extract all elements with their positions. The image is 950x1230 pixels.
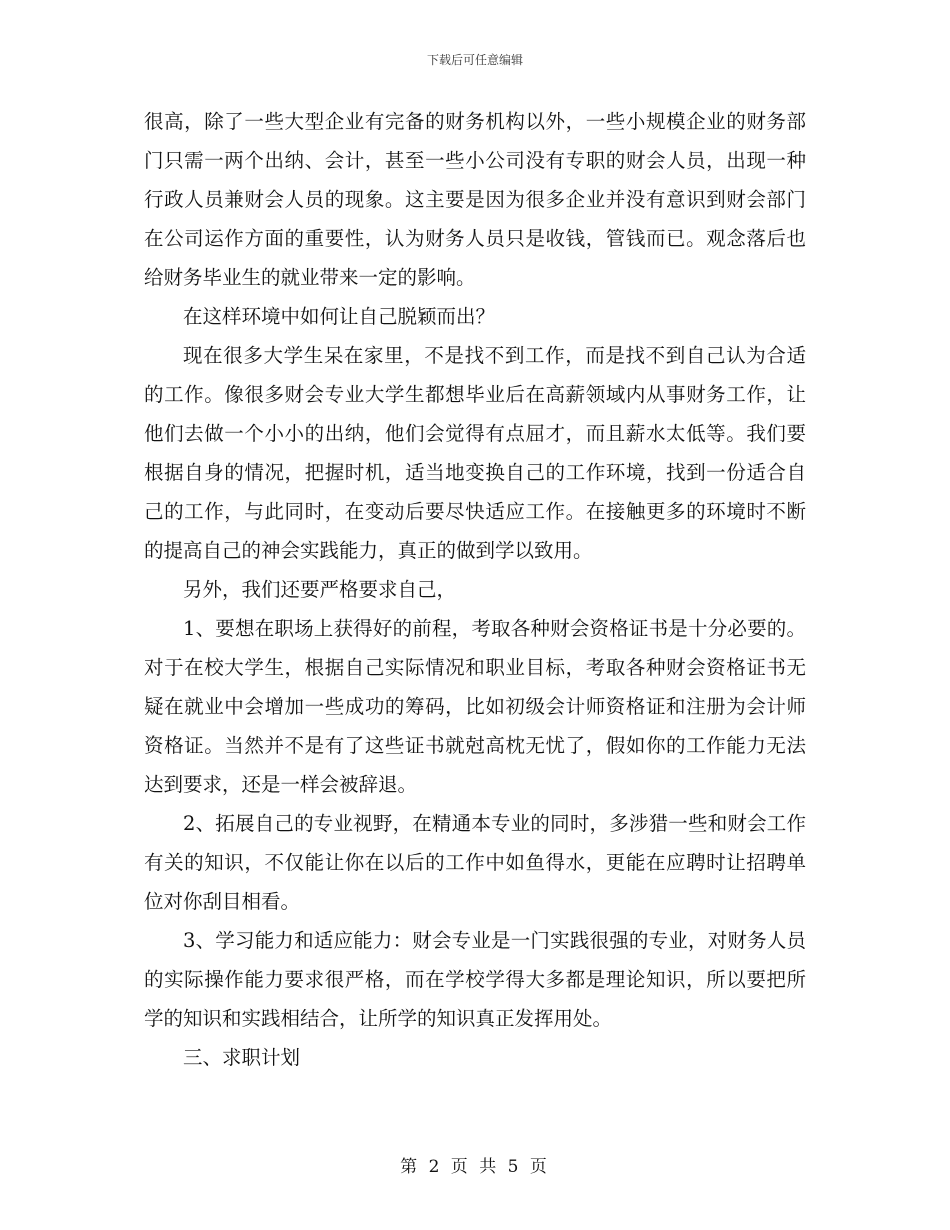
page-header: 下载后可任意编辑 — [426, 53, 523, 67]
list-item-professional-vision: 2、拓展自己的专业视野，在精通本专业的同时，多涉猎一些和财会工作有关的知识，不仅能让你在以后的工作中如鱼得水，更能在应聘时让招聘单位对你刮目相看。 — [144, 812, 806, 913]
paragraph-self-requirement: 另外，我们还要严格要求自己， — [183, 578, 457, 601]
list-item-certificates: 1、要想在职场上获得好的前程，考取各种财会资格证书是十分必要的。对于在校大学生，根据自己实际情况和职业目标，考取各种财会资格证书无疑在就业中会增加一些成功的筹码，比如初级会计师资格证和注册为会计师资格证。当然并不是有了这些证书就尅高枕无忧了，假如你的工作能力无法达到要求，还是一样会被辞退。 — [144, 617, 806, 796]
paragraph-question: 在这样环境中如何让自己脱颖而出？ — [183, 305, 496, 328]
section-heading-job-plan: 三、求职计划 — [183, 1046, 301, 1069]
paragraph-continuation: 很高，除了一些大型企业有完备的财务机构以外，一些小规模企业的财务部门只需一两个出纳、会计，甚至一些小公司没有专职的财会人员，出现一种行政人员兼财会人员的现象。这主要是因为很多企业并没有意识到财会部门在公司运作方面的重要性，认为财务人员只是收钱，管钱而已。观念落后也给财务毕业生的就业带来一定的影响。 — [144, 110, 806, 289]
list-item-learning-ability: 3、学习能力和适应能力：财会专业是一门实践很强的专业，对财务人员的实际操作能力要求很严格，而在学校学得大多都是理论知识，所以要把所学的知识和实践相结合，让所学的知识真正发挥用处。 — [144, 929, 806, 1030]
paragraph-job-search: 现在很多大学生呆在家里，不是找不到工作，而是找不到自己认为合适的工作。像很多财会专业大学生都想毕业后在高薪领域内从事财务工作，让他们去做一个小小的出纳，他们会觉得有点屈才，而且薪水太低等。我们要根据自身的情况，把握时机，适当地变换自己的工作环境，找到一份适合自己的工作，与此同时，在变动后要尽快适应工作。在接触更多的环境时不断的提高自己的神会实践能力，真正的做到学以致用。 — [144, 344, 806, 562]
page-number-footer: 第 2 页 共 5 页 — [400, 1157, 550, 1177]
document-body — [144, 102, 806, 1077]
